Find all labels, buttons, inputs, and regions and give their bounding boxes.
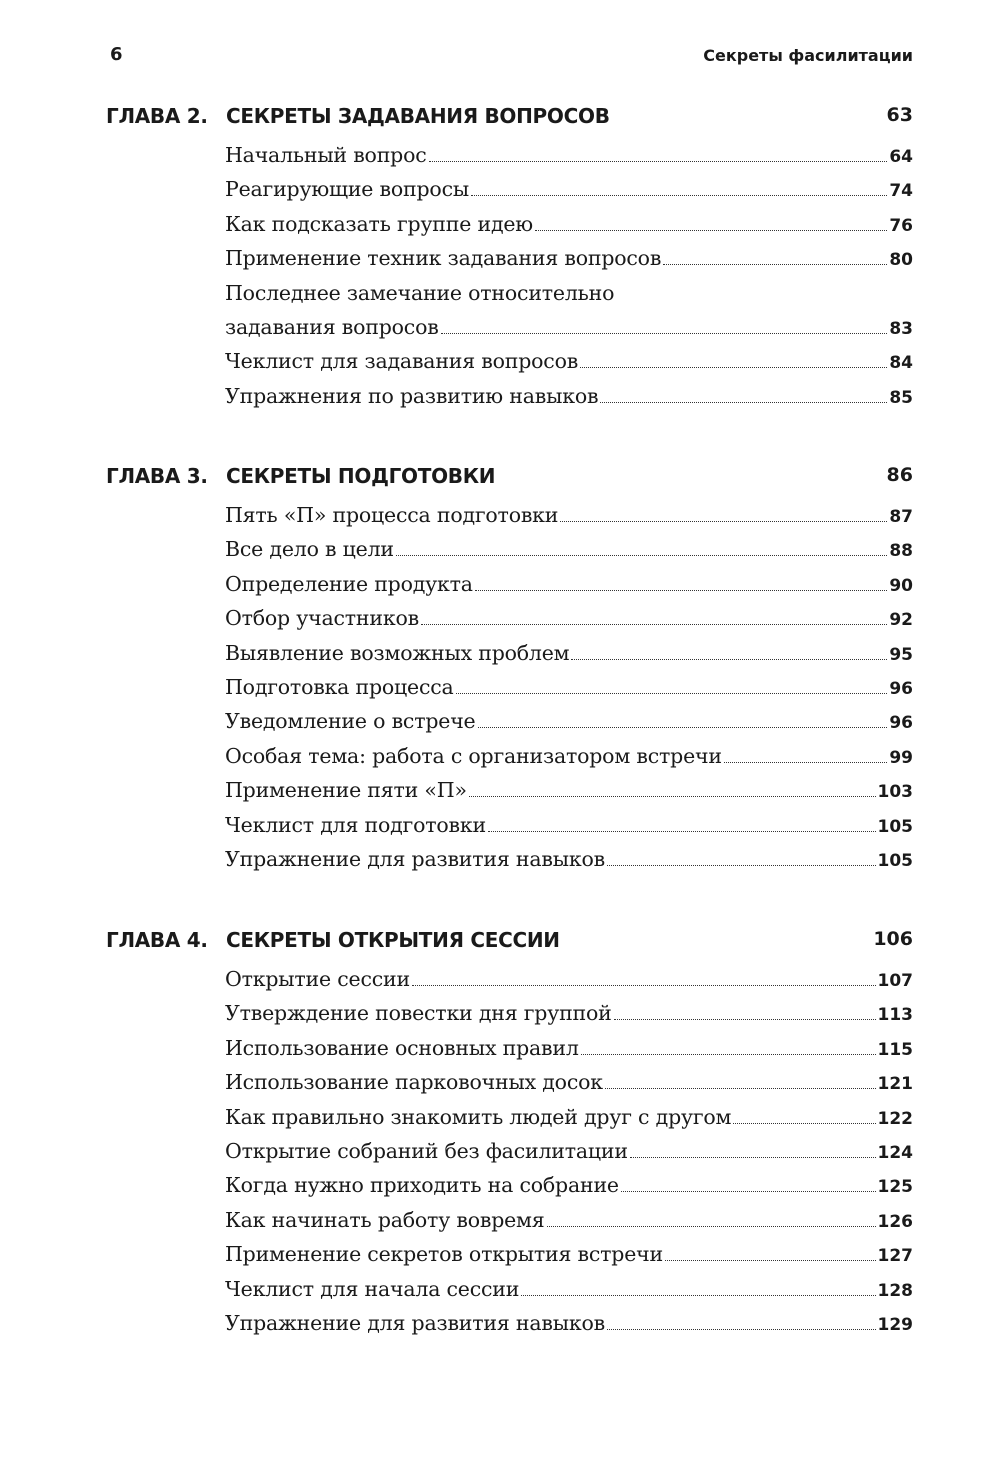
entry-title: Использование парковочных досок — [225, 1070, 603, 1095]
entry-page: 76 — [889, 215, 913, 236]
entry-title: Применение пяти «П» — [225, 778, 467, 803]
toc-entry — [225, 1272, 913, 1306]
entry-page: 128 — [877, 1280, 913, 1301]
entry-title: Чеклист для задавания вопросов — [225, 349, 579, 374]
entry-page: 122 — [877, 1108, 913, 1129]
dot-leader — [535, 229, 887, 231]
dot-leader — [580, 366, 887, 368]
entry-title: Применение секретов открытия встречи — [225, 1242, 663, 1267]
entry-page: 121 — [877, 1074, 913, 1095]
entry-page: 124 — [877, 1142, 913, 1163]
dot-leader — [429, 160, 888, 162]
toc-entry — [225, 1306, 913, 1340]
chapter-title: СЕКРЕТЫ ОТКРЫТИЯ СЕССИИ — [226, 928, 560, 952]
dot-leader — [571, 658, 887, 660]
toc-entry — [225, 1065, 913, 1099]
entry-page: 103 — [877, 782, 913, 803]
entry-page: 95 — [889, 644, 913, 665]
toc-entry — [225, 532, 913, 566]
toc-entry — [225, 670, 913, 704]
toc-entry — [225, 567, 913, 601]
dot-leader — [478, 726, 888, 728]
entry-page: 129 — [877, 1314, 913, 1335]
toc-entry — [225, 842, 913, 876]
dot-leader — [663, 263, 887, 265]
entry-title: Использование основных правил — [225, 1035, 579, 1060]
toc-entry — [225, 962, 913, 996]
chapter-label: ГЛАВА 2. — [106, 104, 208, 128]
chapter-3 — [106, 464, 913, 876]
dot-leader — [441, 332, 888, 334]
entry-title: Упражнения по развитию навыков — [225, 383, 599, 408]
dot-leader — [630, 1156, 876, 1158]
entry-title-line-1: Последнее замечание относительно — [225, 280, 615, 305]
entry-title: Реагирующие вопросы — [225, 177, 469, 202]
dot-leader — [469, 795, 876, 797]
entry-title: Чеклист для начала сессии — [225, 1276, 520, 1301]
toc-entry — [225, 344, 913, 378]
dot-leader — [560, 520, 887, 522]
dot-leader — [614, 1018, 876, 1020]
toc-entry — [225, 636, 913, 670]
chapter-label: ГЛАВА 4. — [106, 928, 208, 952]
toc-entry — [225, 207, 913, 241]
entry-page: 80 — [889, 250, 913, 271]
toc-entries — [225, 962, 913, 1340]
chapter-heading — [106, 464, 913, 498]
dot-leader — [471, 194, 887, 196]
entry-page: 105 — [877, 816, 913, 837]
dot-leader — [581, 1053, 876, 1055]
toc-entries — [225, 138, 913, 413]
page-number: 6 — [110, 44, 123, 65]
entry-page: 113 — [877, 1005, 913, 1026]
toc-entry — [225, 1100, 913, 1134]
dot-leader — [396, 554, 887, 556]
dot-leader — [600, 401, 887, 403]
chapter-page: 63 — [886, 104, 913, 126]
entry-page: 125 — [877, 1177, 913, 1198]
toc-entry — [225, 379, 913, 413]
chapter-2 — [106, 104, 913, 413]
entry-title: Уведомление о встрече — [225, 709, 476, 734]
entry-title: Как начинать работу вовремя — [225, 1207, 545, 1232]
toc-entry — [225, 601, 913, 635]
chapter-page: 106 — [873, 928, 913, 950]
entry-page: 92 — [889, 610, 913, 631]
entry-page: 64 — [889, 147, 913, 167]
dot-leader — [733, 1122, 875, 1124]
entry-page: 87 — [889, 507, 913, 527]
entry-title: Применение техник задавания вопросов — [225, 246, 662, 271]
entry-page: 115 — [877, 1039, 913, 1060]
entry-page: 74 — [889, 181, 913, 202]
entry-title: Открытие собраний без фасилитации — [225, 1138, 628, 1163]
book-title: Секреты фасилитации — [703, 46, 913, 65]
dot-leader — [665, 1259, 876, 1261]
toc-entry — [225, 172, 913, 206]
chapter-heading — [106, 928, 913, 962]
toc-entries — [225, 498, 913, 876]
dot-leader — [488, 830, 876, 832]
dot-leader — [475, 589, 888, 591]
toc-entry — [225, 996, 913, 1030]
entry-page: 84 — [889, 353, 913, 374]
toc-entry — [225, 1168, 913, 1202]
toc-entry — [225, 808, 913, 842]
toc-entry — [225, 276, 913, 345]
entry-title: Пять «П» процесса подготовки — [225, 503, 559, 527]
dot-leader — [412, 984, 876, 986]
entry-title: Определение продукта — [225, 571, 473, 596]
toc-entry — [225, 1031, 913, 1065]
running-head — [110, 44, 913, 70]
dot-leader — [456, 692, 888, 694]
dot-leader — [547, 1225, 876, 1227]
toc-entry — [225, 498, 913, 532]
entry-title: Утверждение повестки дня группой — [225, 1001, 612, 1026]
entry-title: Чеклист для подготовки — [225, 812, 486, 837]
entry-page: 90 — [889, 575, 913, 596]
entry-title: Все дело в цели — [225, 537, 394, 562]
entry-title: Начальный вопрос — [225, 143, 427, 167]
chapter-title: СЕКРЕТЫ ЗАДАВАНИЯ ВОПРОСОВ — [226, 104, 610, 128]
chapter-label: ГЛАВА 3. — [106, 464, 208, 488]
chapter-heading — [106, 104, 913, 138]
entry-title: Как подсказать группе идею — [225, 211, 533, 236]
entry-page: 99 — [889, 747, 913, 768]
entry-title: Подготовка процесса — [225, 674, 454, 699]
toc-entry — [225, 1134, 913, 1168]
chapter-4 — [106, 928, 913, 1340]
dot-leader — [724, 761, 888, 763]
dot-leader — [421, 623, 887, 625]
entry-page: 83 — [889, 318, 913, 339]
dot-leader — [607, 864, 876, 866]
entry-title-line-2: задавания вопросов — [225, 314, 439, 339]
entry-title: Выявление возможных проблем — [225, 640, 570, 665]
entry-page: 96 — [889, 713, 913, 734]
entry-page: 88 — [889, 541, 913, 562]
chapter-title: СЕКРЕТЫ ПОДГОТОВКИ — [226, 464, 496, 488]
entry-title: Особая тема: работа с организатором встречи — [225, 743, 722, 768]
toc-entry — [225, 1203, 913, 1237]
entry-title: Отбор участников — [225, 606, 419, 631]
dot-leader — [521, 1294, 875, 1296]
dot-leader — [607, 1328, 876, 1330]
toc-entry — [225, 739, 913, 773]
entry-page: 126 — [877, 1211, 913, 1232]
entry-page: 107 — [877, 971, 913, 991]
entry-page: 85 — [889, 387, 913, 408]
entry-page: 105 — [877, 850, 913, 871]
entry-title: Открытие сессии — [225, 967, 410, 991]
dot-leader — [621, 1190, 876, 1192]
toc-entry — [225, 241, 913, 275]
entry-page: 127 — [877, 1246, 913, 1267]
entry-title: Упражнение для развития навыков — [225, 846, 605, 871]
entry-title: Как правильно знакомить людей друг с другом — [225, 1104, 732, 1129]
toc-entry — [225, 138, 913, 172]
entry-title: Когда нужно приходить на собрание — [225, 1173, 619, 1198]
entry-title: Упражнение для развития навыков — [225, 1310, 605, 1335]
dot-leader — [605, 1087, 876, 1089]
entry-page: 96 — [889, 678, 913, 699]
toc-entry — [225, 704, 913, 738]
toc-entry — [225, 1237, 913, 1271]
chapter-page: 86 — [886, 464, 913, 486]
toc-entry — [225, 773, 913, 807]
